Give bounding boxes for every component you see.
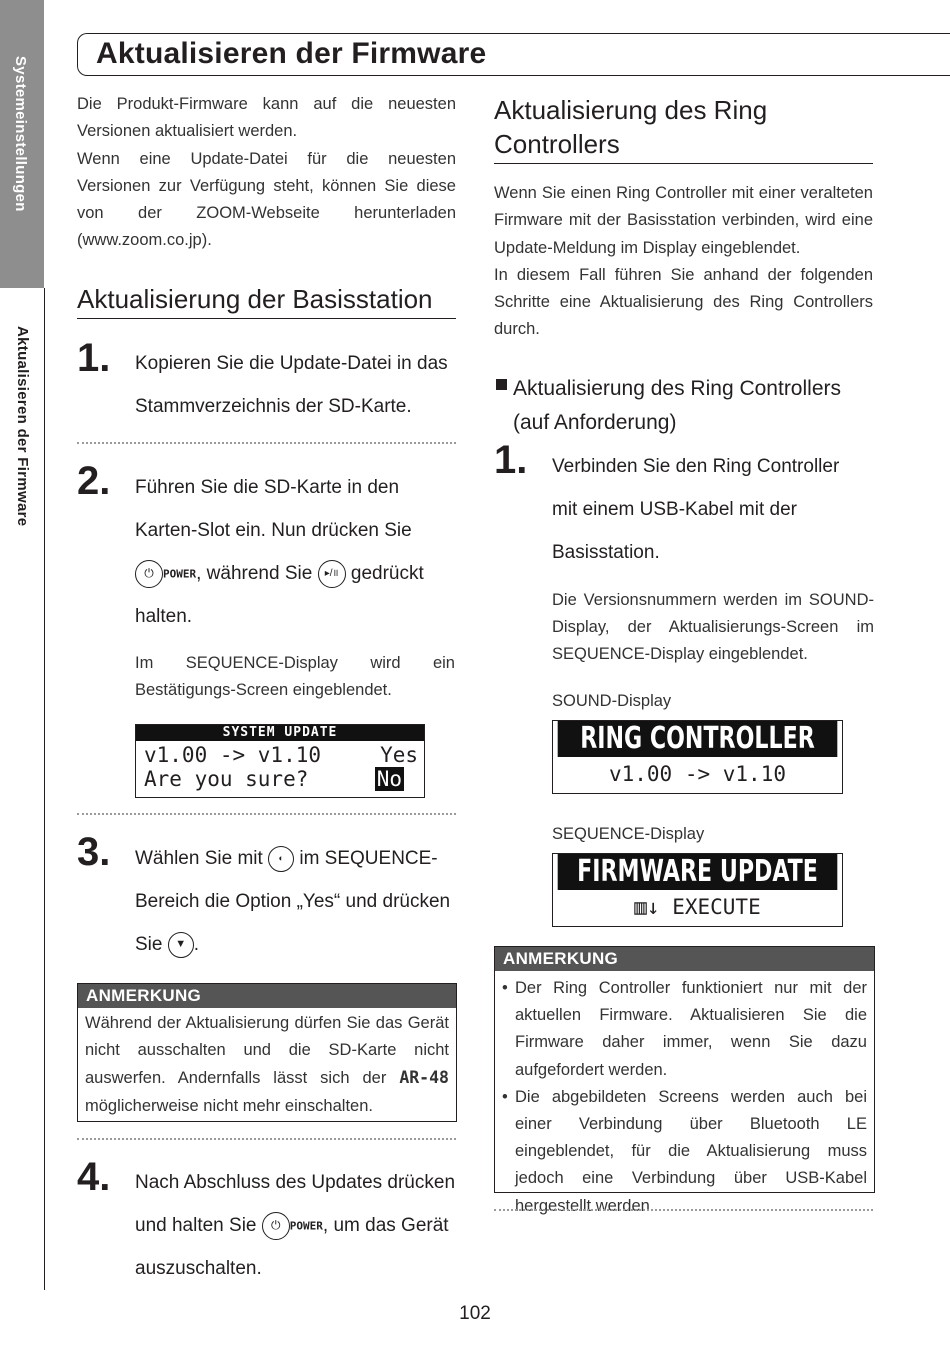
dial-press-icon: ▼ xyxy=(168,932,194,958)
sidebar-section-system-settings: Systemeinstellungen xyxy=(12,56,29,212)
power-button-icon: ⏻ xyxy=(262,1212,290,1240)
note-heading: ANMERKUNG xyxy=(78,984,456,1008)
note-bullet-1: • Der Ring Controller funktioniert nur mit der aktuellen Firmware. Aktualisieren Sie die Firmware daher immer, wenn Sie dazu aufgefordert werden. xyxy=(502,975,867,1084)
model-name: AR-48 xyxy=(399,1068,449,1088)
power-label: POWER xyxy=(289,1219,323,1233)
note-text-a: Während der Aktualisierung dürfen Sie das Gerät nicht ausschalten und die SD-Karte nicht auswerfen. Andernfalls lässt sich der xyxy=(85,1014,449,1088)
base-heading: Aktualisierung der Basisstation xyxy=(77,282,456,319)
base-step2-sub: Im SEQUENCE-Display wird ein Bestätigungs-Screen eingeblendet. xyxy=(135,654,455,699)
intro-paragraph xyxy=(77,91,456,255)
base-step3-number: 3. xyxy=(77,830,111,874)
dial-icon: ◐ xyxy=(268,846,294,872)
lcd-row1 xyxy=(136,741,424,767)
note-body xyxy=(495,971,874,1224)
base-step3-text-b: im SEQUENCE-Bereich die Option „Yes“ und drücken Sie xyxy=(135,848,451,955)
lcd-confirm-question: Are you sure? xyxy=(144,767,309,791)
ring-step1-number: 1. xyxy=(494,438,528,482)
play-pause-button-icon: ▸/॥ xyxy=(318,560,346,588)
sequence-display-label: SEQUENCE-Display xyxy=(552,825,705,843)
base-step3-text-c: . xyxy=(193,934,200,955)
sequence-display-lcd xyxy=(552,853,843,927)
base-step4-text-b: , um das Gerät auszuschalten. xyxy=(135,1215,449,1280)
ring-subheading: Aktualisierung des Ring Controllers (auf Anforderung) xyxy=(513,377,841,434)
base-step4-text-a: Nach Abschluss des Updates drücken und halten Sie xyxy=(135,1172,456,1236)
power-button-icon: ⏻ xyxy=(135,560,163,588)
system-update-lcd xyxy=(135,724,425,798)
lcd-yes-option: Yes xyxy=(380,743,418,767)
ring-note-box xyxy=(494,946,875,1215)
base-step3-text xyxy=(135,837,459,966)
ring-intro1: Wenn Sie einen Ring Controller mit einer veralteten Firmware mit der Basisstation verbinden, wird eine Update-Meldung im Display eingeblendet. xyxy=(494,184,873,257)
intro-line2: Wenn eine Update-Datei für die neuesten Versionen zur Verfügung steht, können Sie diese von der ZOOM-Webseite herunterladen (www.zoom.co.jp). xyxy=(77,149,456,250)
lcd-no-option: No xyxy=(376,767,402,791)
sound-display-label: SOUND-Display xyxy=(552,692,672,710)
intro-line1: Die Produkt-Firmware kann auf die neuesten Versionen aktualisiert werden. xyxy=(77,95,456,141)
sidebar-divider xyxy=(44,288,45,1290)
note-heading: ANMERKUNG xyxy=(495,947,874,971)
ring-intro xyxy=(494,180,873,344)
page-title-box xyxy=(77,33,950,76)
ring-intro2: In diesem Fall führen Sie anhand der folgenden Schritte eine Aktualisierung des Ring Controllers durch. xyxy=(494,265,873,339)
base-step2-text-a: Führen Sie die SD-Karte in den Karten-Slot ein. Nun drücken Sie xyxy=(135,477,412,541)
base-step3-text-a: Wählen Sie mit xyxy=(135,848,263,869)
base-step2-text-b: , während Sie xyxy=(196,563,313,584)
base-step2-number: 2. xyxy=(77,459,111,503)
sequence-lcd-execute: EXECUTE xyxy=(672,895,761,919)
lcd-header: SYSTEM UPDATE xyxy=(136,725,424,741)
square-bullet-icon xyxy=(496,379,507,390)
sequence-lcd-row xyxy=(553,890,842,924)
note-bullet-2: • Die abgebildeten Screens werden auch bei einer Verbindung über Bluetooth LE eingeblendet, für die Aktualisierung muss jedoch eine Verbindung über USB-Kabel hergestellt werden. xyxy=(502,1084,867,1220)
ring-step1-text: Verbinden Sie den Ring Controller mit einem USB-Kabel mit der Basisstation. xyxy=(552,456,840,563)
power-label: POWER xyxy=(163,567,197,581)
base-step2-text-c: gedrückt halten. xyxy=(135,563,424,628)
sound-lcd-header: RING CONTROLLER xyxy=(558,721,838,757)
sound-display-lcd xyxy=(552,720,843,794)
ring-heading: Aktualisierung des Ring Controllers xyxy=(494,93,873,164)
divider xyxy=(494,1209,873,1211)
page-number: 102 xyxy=(459,1303,491,1324)
ring-step1-sub: Die Versionsnummern werden im SOUND-Display, der Aktualisierungs-Screen im SEQUENCE-Display eingeblendet. xyxy=(552,591,874,663)
note-text-b: möglicherweise nicht mehr einschalten. xyxy=(85,1096,373,1115)
lcd-row2 xyxy=(136,767,424,791)
lcd-version: v1.00 -> v1.10 xyxy=(144,743,322,767)
base-step1-text: Kopieren Sie die Update-Datei in das Stammverzeichnis der SD-Karte. xyxy=(135,353,448,417)
sidebar-section-firmware-update: Aktualisieren der Firmware xyxy=(14,326,31,527)
page-title: Aktualisieren der Firmware xyxy=(96,37,487,70)
base-step1-number: 1. xyxy=(77,336,111,380)
sound-lcd-version: v1.00 -> v1.10 xyxy=(608,762,786,786)
base-step4-number: 4. xyxy=(77,1155,111,1199)
divider xyxy=(77,813,456,815)
base-note-box xyxy=(77,983,457,1122)
base-step4-text xyxy=(135,1161,457,1290)
divider xyxy=(77,442,456,444)
divider xyxy=(77,1138,456,1140)
note-body xyxy=(78,1008,456,1124)
sequence-lcd-header: FIRMWARE UPDATE xyxy=(558,854,838,890)
base-step2-text xyxy=(135,466,460,638)
sd-card-download-icon: ▥↓ xyxy=(634,895,660,919)
